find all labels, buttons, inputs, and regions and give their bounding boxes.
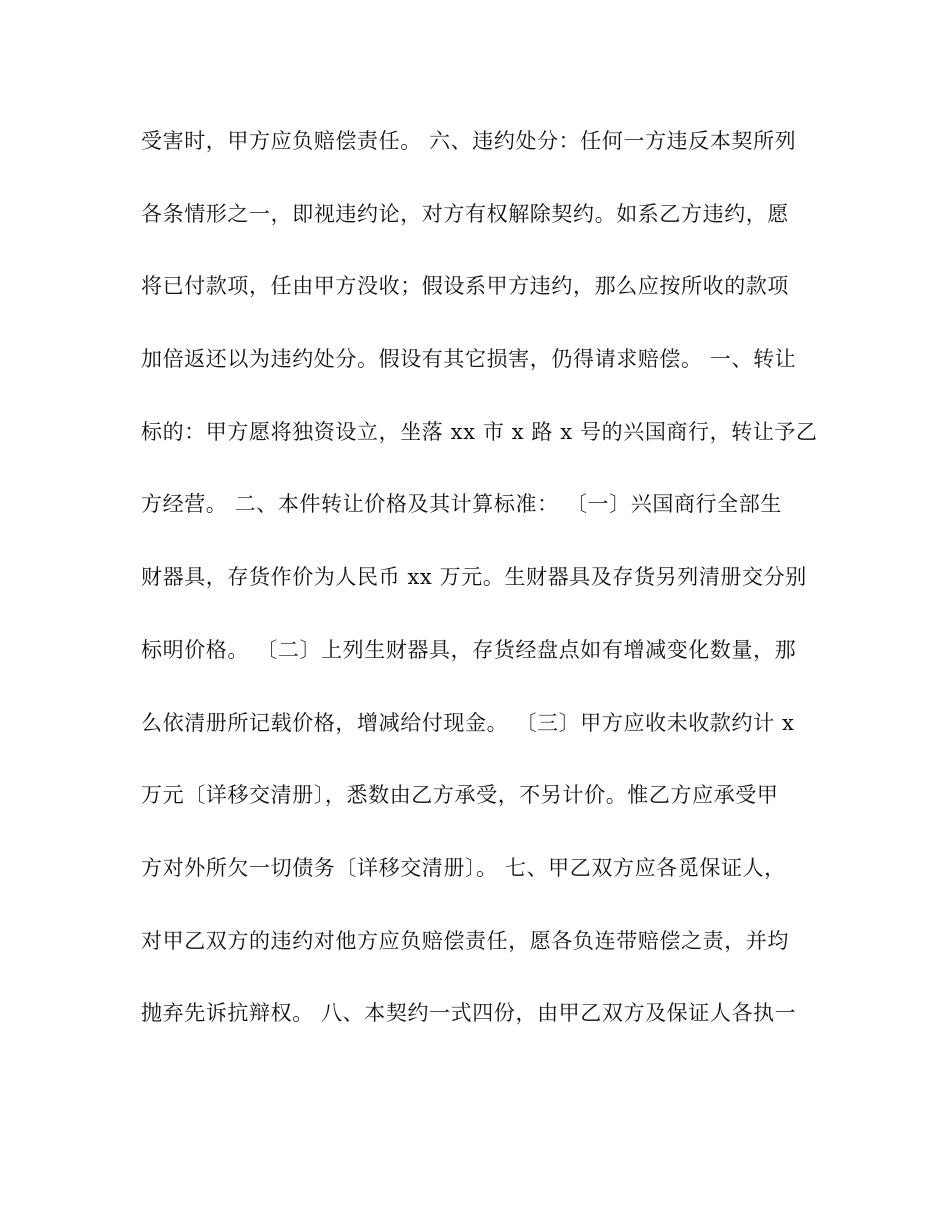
text-line: 标的：甲方愿将独资设立，坐落 xx 市 x 路 x 号的兴国商行，转让予乙 — [141, 419, 818, 444]
text-line: 将已付款项，任由甲方没收；假设系甲方违约，那么应按所收的款项 — [141, 274, 789, 299]
text-line: 方经营。 二、本件转让价格及其计算标准： 〔一〕兴国商行全部生 — [141, 492, 782, 517]
text-line: 么依清册所记载价格，增减给付现金。 〔三〕甲方应收未收款约计 x — [141, 710, 795, 735]
text-line: 财器具，存货作价为人民币 xx 万元。生财器具及存货另列清册交分别 — [141, 565, 807, 590]
body-text — [141, 119, 821, 1064]
text-line: 对甲乙双方的违约对他方应负赔偿责任，愿各负连带赔偿之责，并均 — [141, 928, 789, 953]
text-line: 抛弃先诉抗辩权。 八、本契约一式四份，由甲乙双方及保证人各执一 — [141, 1001, 797, 1026]
text-line: 方对外所欠一切债务〔详移交清册〕。 七、甲乙双方应各觅保证人， — [141, 855, 786, 880]
text-line: 万元〔详移交清册〕，悉数由乙方承受，不另计价。惟乙方应承受甲 — [141, 783, 779, 808]
text-line: 加倍返还以为违约处分。假设有其它损害，仍得请求赔偿。 一、转让 — [141, 347, 797, 372]
text-line: 各条情形之一，即视违约论，对方有权解除契约。如系乙方违约，愿 — [141, 201, 789, 226]
text-line: 受害时，甲方应负赔偿责任。 六、违约处分：任何一方违反本契所列 — [141, 129, 797, 153]
text-line: 标明价格。 〔二〕上列生财器具，存货经盘点如有增减变化数量，那 — [141, 637, 797, 662]
